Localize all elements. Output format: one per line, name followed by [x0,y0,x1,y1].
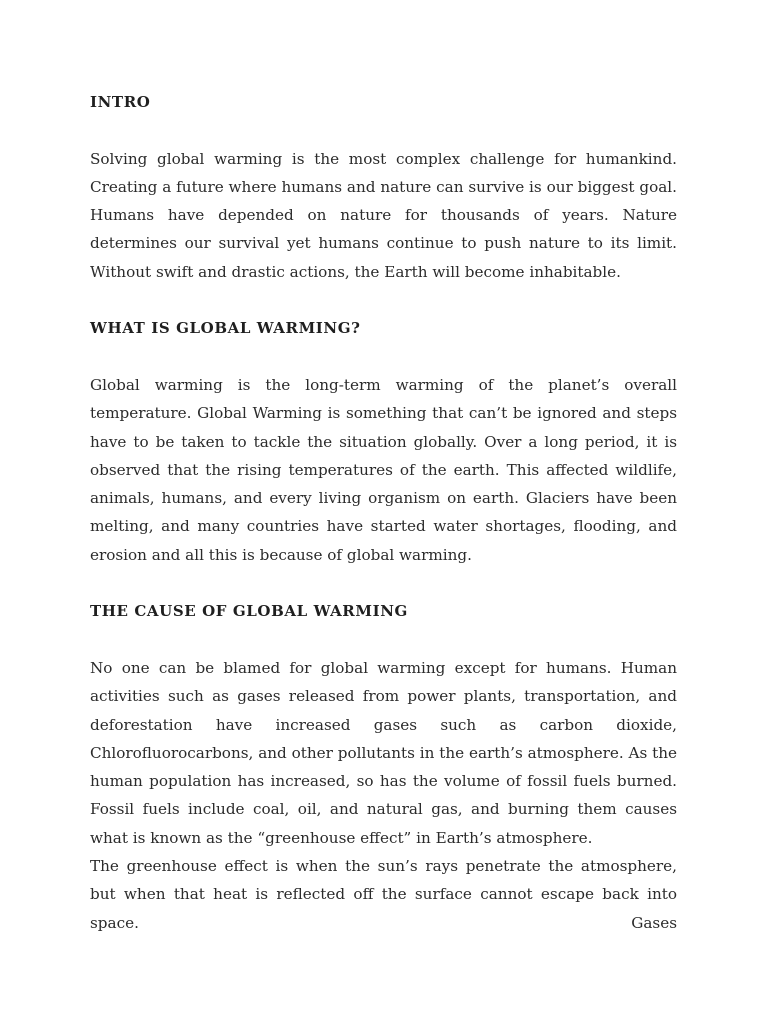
spacer [90,343,677,371]
paragraph-cause-2: The greenhouse effect is when the sun’s rays penetrate the atmosphere, but when that heat is reflected off the surface cannot escape back into space. Gases [90,857,677,932]
paragraph-what-is-global-warming: Global warming is the long-term warming of the planet’s overall temperature. Global Warming is something that can’t be ignored and steps have to be taken to tackle the situation globally. Over a long period, it is observed that the rising temperatures of the earth. This affected wildlife, animals, humans, and every living organism on earth. Glaciers have been melting, and many countries have started water shortages, flooding, and erosion and all this is because of global warming. [90,375,677,564]
section-heading-what-is-global-warming: WHAT IS GLOBAL WARMING? [90,319,361,338]
spacer [90,626,677,654]
section-heading-intro: INTRO [90,93,151,111]
document-body [90,88,677,937]
paragraph-cause-1: No one can be blamed for global warming except for humans. Human activities such as gases released from power plants, transportation, and deforestation have increased gases such as carbon dioxide, Chlorofluorocarbons, and other pollutants in the earth’s atmosphere. As the human population has increased, so has the volume of fossil fuels burned. Fossil fuels include coal, oil, and natural gas, and burning them causes what is known as the “greenhouse effect” in Earth’s atmosphere. [90,658,677,847]
spacer [90,569,677,597]
section-heading-cause-of-global-warming: THE CAUSE OF GLOBAL WARMING [90,602,408,621]
paragraph-intro: Solving global warming is the most complex challenge for humankind. Creating a future where humans and nature can survive is our biggest goal. Humans have depended on nature for thousands of years. Nature determines our survival yet humans continue to push nature to its limit. Without swift and drastic actions, the Earth will become inhabitable. [90,149,677,281]
spacer [90,116,677,144]
spacer [90,286,677,314]
